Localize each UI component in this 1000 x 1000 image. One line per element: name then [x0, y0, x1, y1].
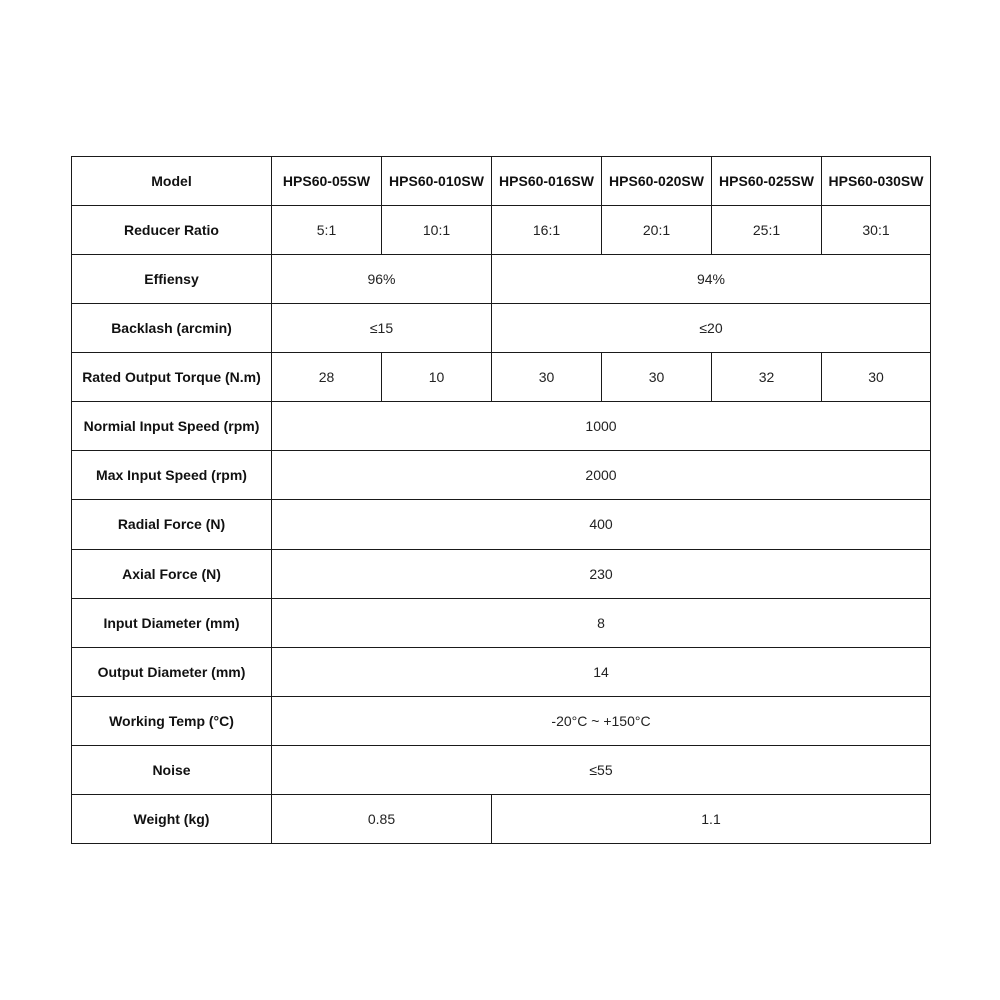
value-cell: ≤15: [272, 304, 492, 353]
value-cell: 96%: [272, 255, 492, 304]
value-cell: 10:1: [382, 206, 492, 255]
row-label-model: Model: [72, 157, 272, 206]
value-cell: ≤55: [272, 745, 931, 794]
row-label-axial-force: Axial Force (N): [72, 549, 272, 598]
value-cell: 32: [712, 353, 822, 402]
value-cell: 10: [382, 353, 492, 402]
row-model: [72, 157, 931, 206]
row-max-input-speed: [72, 451, 931, 500]
value-cell: 230: [272, 549, 931, 598]
value-cell: 1000: [272, 402, 931, 451]
value-cell: 16:1: [492, 206, 602, 255]
row-label-rated-output-torque: Rated Output Torque (N.m): [72, 353, 272, 402]
value-cell: 400: [272, 500, 931, 549]
row-label-weight: Weight (kg): [72, 794, 272, 843]
row-output-diameter: [72, 647, 931, 696]
row-weight: [72, 794, 931, 843]
model-cell: HPS60-016SW: [492, 157, 602, 206]
row-efficiency: [72, 255, 931, 304]
row-rated-output-torque: [72, 353, 931, 402]
value-cell: 5:1: [272, 206, 382, 255]
spec-table: [71, 156, 931, 844]
value-cell: 28: [272, 353, 382, 402]
row-label-output-diameter: Output Diameter (mm): [72, 647, 272, 696]
value-cell: 20:1: [602, 206, 712, 255]
row-axial-force: [72, 549, 931, 598]
value-cell: 14: [272, 647, 931, 696]
row-label-efficiency: Effiensy: [72, 255, 272, 304]
model-cell: HPS60-010SW: [382, 157, 492, 206]
value-cell: 8: [272, 598, 931, 647]
value-cell: -20°C ~ +150°C: [272, 696, 931, 745]
row-label-noise: Noise: [72, 745, 272, 794]
row-label-radial-force: Radial Force (N): [72, 500, 272, 549]
row-label-max-input-speed: Max Input Speed (rpm): [72, 451, 272, 500]
value-cell: 30:1: [822, 206, 931, 255]
value-cell: 94%: [492, 255, 931, 304]
value-cell: 2000: [272, 451, 931, 500]
row-working-temp: [72, 696, 931, 745]
value-cell: 25:1: [712, 206, 822, 255]
value-cell: 1.1: [492, 794, 931, 843]
value-cell: 30: [822, 353, 931, 402]
model-cell: HPS60-020SW: [602, 157, 712, 206]
row-input-diameter: [72, 598, 931, 647]
row-label-input-diameter: Input Diameter (mm): [72, 598, 272, 647]
value-cell: 0.85: [272, 794, 492, 843]
value-cell: 30: [492, 353, 602, 402]
row-backlash: [72, 304, 931, 353]
value-cell: ≤20: [492, 304, 931, 353]
row-label-reducer-ratio: Reducer Ratio: [72, 206, 272, 255]
value-cell: 30: [602, 353, 712, 402]
model-cell: HPS60-030SW: [822, 157, 931, 206]
row-label-working-temp: Working Temp (°C): [72, 696, 272, 745]
row-reducer-ratio: [72, 206, 931, 255]
row-normal-input-speed: [72, 402, 931, 451]
model-cell: HPS60-025SW: [712, 157, 822, 206]
row-noise: [72, 745, 931, 794]
row-label-backlash: Backlash (arcmin): [72, 304, 272, 353]
model-cell: HPS60-05SW: [272, 157, 382, 206]
row-radial-force: [72, 500, 931, 549]
row-label-normal-input-speed: Normial Input Speed (rpm): [72, 402, 272, 451]
